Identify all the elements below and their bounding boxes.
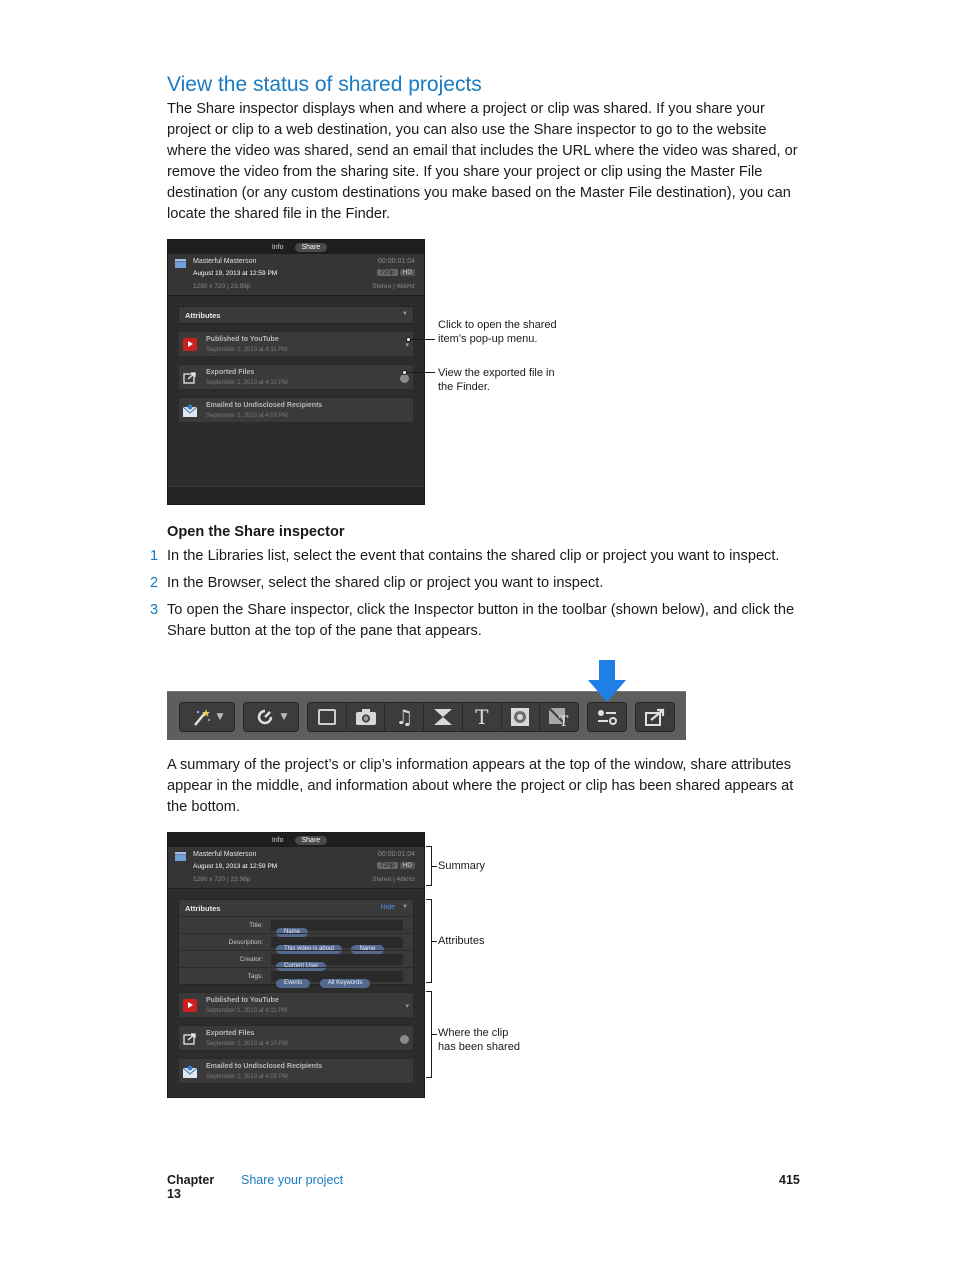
destination-email <box>178 397 414 423</box>
step-2 <box>150 573 810 594</box>
creator-field[interactable] <box>271 954 403 969</box>
summary-area <box>168 847 424 889</box>
attributes-header <box>179 900 413 916</box>
project-duration: 00:00:01:04 <box>378 851 415 858</box>
destination-date: September 2, 2013 at 4:09 PM <box>206 1074 288 1080</box>
transitions-icon <box>433 708 453 726</box>
tags-field[interactable] <box>271 971 403 986</box>
magnifier-icon[interactable] <box>400 1035 409 1044</box>
generators-button[interactable] <box>502 703 541 731</box>
resolution-badge: 720p <box>377 269 397 276</box>
email-icon <box>183 404 197 417</box>
hd-badge: HD <box>400 862 415 869</box>
tab-share[interactable]: Share <box>295 836 328 845</box>
project-date: August 19, 2013 at 12:59 PM <box>193 863 278 870</box>
clapper-icon <box>175 259 186 268</box>
inspector-tabs <box>168 240 424 254</box>
themes-icon <box>548 707 570 727</box>
summary-area <box>168 254 424 296</box>
chapter-label: Chapter 13 <box>167 1173 215 1201</box>
share-arrow-icon <box>183 1032 197 1045</box>
share-button[interactable] <box>636 703 674 731</box>
attribute-row-tags <box>179 967 413 984</box>
callout-line <box>411 339 435 340</box>
step-number: 1 <box>150 548 159 564</box>
svg-text:T: T <box>559 714 569 727</box>
tab-share[interactable]: Share <box>295 243 328 252</box>
generators-icon <box>510 707 530 727</box>
attribute-row-description <box>179 933 413 950</box>
attribute-key: Tags: <box>247 973 263 980</box>
destination-date: September 2, 2013 at 4:11 PM <box>206 1008 288 1014</box>
step-text: To open the Share inspector, click the Inspector button in the toolbar (shown below), and click the Share button at the top of the pane that appears. <box>167 602 795 639</box>
inspector-button[interactable] <box>588 703 626 731</box>
project-format: 1280 x 720 | 23.98p <box>193 876 251 883</box>
photos-button[interactable] <box>347 703 386 731</box>
callout-line <box>407 372 435 373</box>
token[interactable]: Events <box>276 979 310 988</box>
share-inspector-screenshot-2 <box>167 832 425 1098</box>
step-number: 2 <box>150 575 159 591</box>
browsers-group <box>307 702 579 732</box>
title-field[interactable] <box>271 920 403 935</box>
destination-name: Emailed to Undisclosed Recipients <box>206 402 323 409</box>
destination-name: Exported Files <box>206 369 255 376</box>
destination-youtube <box>178 331 414 357</box>
music-note-icon: ♫ <box>395 705 414 729</box>
themes-button[interactable] <box>540 703 578 731</box>
share-inspector-screenshot-1 <box>167 239 425 505</box>
email-icon <box>183 1065 197 1078</box>
token[interactable]: All Keywords <box>320 979 371 988</box>
destination-name: Emailed to Undisclosed Recipients <box>206 1063 323 1070</box>
page-number: 415 <box>779 1173 800 1187</box>
callout-finder: View the exported file in the Finder. <box>438 367 555 393</box>
project-format: 1280 x 720 | 23.98p <box>193 283 251 290</box>
destination-exported-files <box>178 364 414 390</box>
attribute-key: Creator: <box>239 956 263 963</box>
destination-youtube <box>178 992 414 1018</box>
destination-name: Published to YouTube <box>206 336 279 343</box>
project-name: Masterful Masterson <box>193 258 257 265</box>
inspector-tabs <box>168 833 424 847</box>
attribute-key: Title: <box>249 922 263 929</box>
attribute-row-creator <box>179 950 413 967</box>
inspector-sliders-icon <box>597 709 617 725</box>
media-browser-button[interactable] <box>308 703 347 731</box>
magic-wand-button[interactable] <box>180 703 234 731</box>
attribute-key: Description: <box>228 939 263 946</box>
camera-icon <box>355 708 377 726</box>
retime-button[interactable] <box>244 703 298 731</box>
highlight-arrow-icon <box>588 660 626 702</box>
destination-date: September 2, 2013 at 4:10 PM <box>206 1041 288 1047</box>
destination-email <box>178 1058 414 1084</box>
chevron-down-icon: ▼ <box>402 311 408 317</box>
audio-info: Stereo | 48kHz <box>372 876 415 883</box>
bracket-tick <box>432 941 437 942</box>
project-date: August 19, 2013 at 12:59 PM <box>193 270 278 277</box>
popup-menu-icon[interactable]: ▾ <box>405 342 409 349</box>
tab-info[interactable]: Info <box>271 243 284 251</box>
magic-wand-icon <box>191 707 211 727</box>
step-number: 3 <box>150 602 159 618</box>
transitions-button[interactable] <box>424 703 463 731</box>
destination-date: September 2, 2013 at 4:11 PM <box>206 347 288 353</box>
share-group <box>635 702 675 732</box>
project-name: Masterful Masterson <box>193 851 257 858</box>
intro-paragraph: The Share inspector displays when and where a project or clip was shared. If you share your project or clip to a web destination, you can also use the Share inspector to go to the website where the video was shared, send an email that includes the URL where the video was shared, or remove the video from the sharing site. If you share your project or clip using the Master File destination (or any custom destinations you make based on the Master File destination), you can locate the shared file in the Finder. <box>167 101 798 222</box>
destination-name: Published to YouTube <box>206 997 279 1004</box>
bracket-tick <box>432 866 437 867</box>
description-field[interactable] <box>271 937 403 952</box>
titles-button[interactable] <box>463 703 502 731</box>
attributes-label: Attributes <box>185 311 221 320</box>
destination-date: September 2, 2013 at 4:09 PM <box>206 413 288 419</box>
title-t-icon: T <box>475 705 489 729</box>
popup-menu-icon[interactable]: ▾ <box>405 1003 409 1010</box>
summary-paragraph: A summary of the project’s or clip’s information appears at the top of the window, share attributes appear in the middle, and information about where the project or clip has been shared appears at the bottom. <box>167 757 794 815</box>
retime-group <box>243 702 299 732</box>
step-3 <box>150 600 810 642</box>
project-duration: 00:00:01:04 <box>378 258 415 265</box>
step-text: In the Browser, select the shared clip or project you want to inspect. <box>167 575 604 591</box>
hide-button[interactable]: Hide <box>380 904 395 911</box>
section-link[interactable]: Share your project <box>241 1173 344 1187</box>
chevron-down-icon: ▼ <box>280 712 288 722</box>
filmstrip-icon <box>318 709 336 725</box>
attributes-header[interactable] <box>179 307 413 323</box>
hd-badge: HD <box>400 269 415 276</box>
attributes-label: Attributes <box>185 904 221 913</box>
token[interactable]: Name <box>276 928 308 937</box>
youtube-icon <box>183 338 197 351</box>
share-arrow-icon <box>183 371 197 384</box>
chevron-down-icon: ▼ <box>216 712 224 722</box>
page-title: View the status of shared projects <box>167 73 482 96</box>
token[interactable]: Current User <box>276 962 326 971</box>
chevron-down-icon: ▼ <box>402 904 408 910</box>
enhancements-group <box>179 702 235 732</box>
retime-icon <box>255 707 275 727</box>
clapper-icon <box>175 852 186 861</box>
bracket-tick <box>432 1034 437 1035</box>
audio-info: Stereo | 48kHz <box>372 283 415 290</box>
callout-where-shared: Where the clip has been shared <box>438 1027 520 1053</box>
callout-summary: Summary <box>438 860 486 872</box>
format-badges <box>377 269 415 276</box>
destination-date: September 2, 2013 at 4:10 PM <box>206 380 288 386</box>
inspector-group <box>587 702 627 732</box>
step-text: In the Libraries list, select the event that contains the shared clip or project you want to inspect. <box>167 548 780 564</box>
music-button[interactable] <box>385 703 424 731</box>
destination-name: Exported Files <box>206 1030 255 1037</box>
tab-info[interactable]: Info <box>271 836 284 844</box>
attribute-row-title <box>179 916 413 933</box>
destination-exported-files <box>178 1025 414 1051</box>
callout-attributes: Attributes <box>438 935 485 947</box>
share-arrow-icon <box>644 708 666 726</box>
step-1 <box>150 546 810 567</box>
attributes-section <box>178 899 414 985</box>
subheading: Open the Share inspector <box>167 524 345 540</box>
panel-footer <box>168 486 424 504</box>
youtube-icon <box>183 999 197 1012</box>
magnifier-icon[interactable] <box>400 374 409 383</box>
resolution-badge: 720p <box>377 862 397 869</box>
callout-popup-menu: Click to open the shared item’s pop-up menu. <box>438 319 557 345</box>
format-badges <box>377 862 415 869</box>
attributes-section <box>178 306 414 324</box>
token[interactable]: This video is about <box>276 945 342 954</box>
token[interactable]: Name <box>351 945 383 954</box>
